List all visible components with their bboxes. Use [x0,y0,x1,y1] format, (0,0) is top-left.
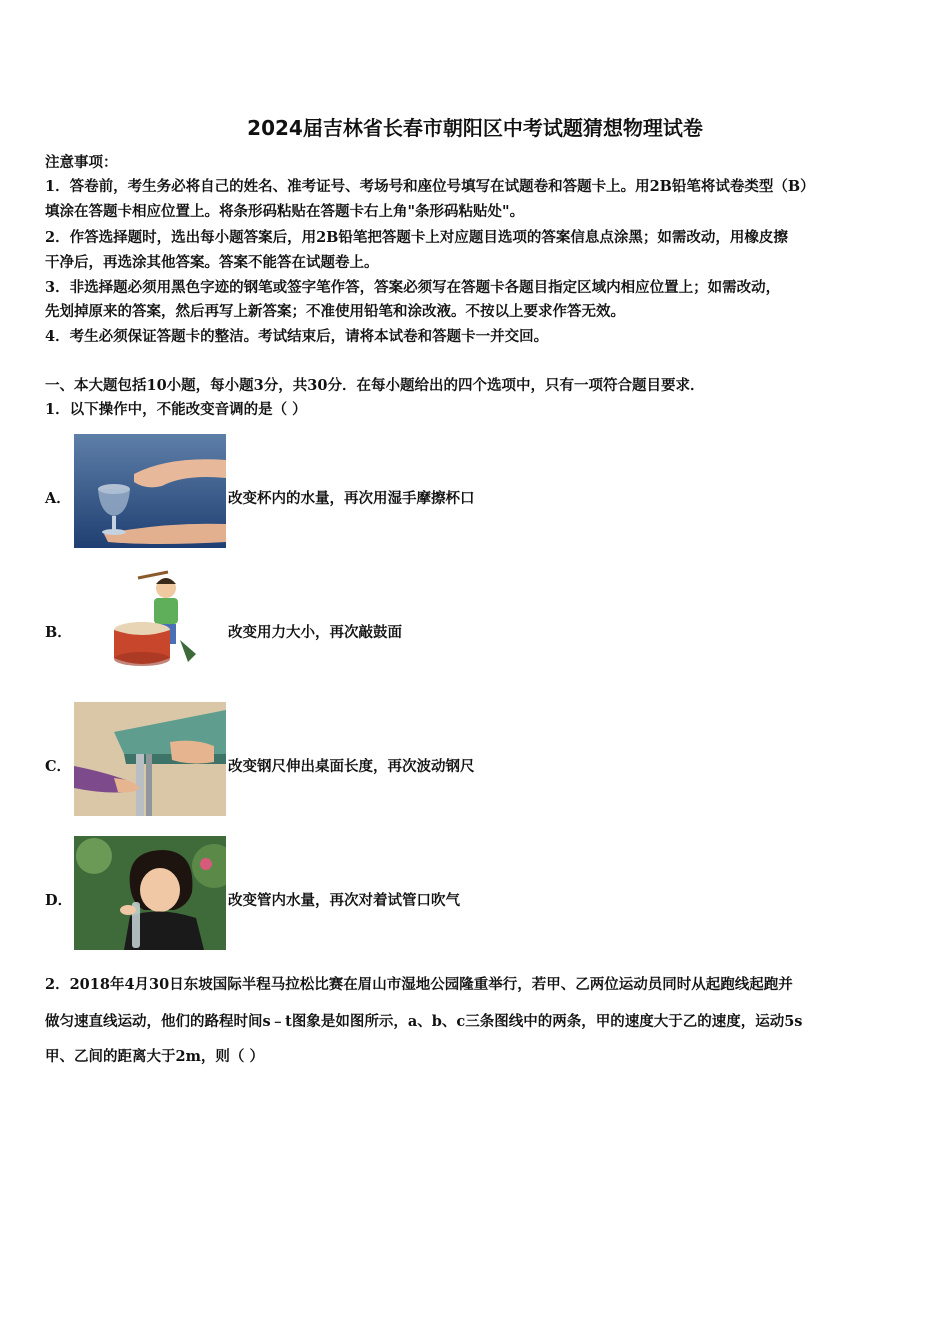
wine-glass-photo [74,434,226,548]
question-1-stem: 1．以下操作中，不能改变音调的是（ ） [45,401,307,418]
notice-line: 填涂在答题卡相应位置上。将条形码粘贴在答题卡右上角"条形码粘贴处"。 [45,203,525,220]
option-a-letter: A． [45,490,71,507]
notice-line: 4．考生必须保证答题卡的整洁。考试结束后，请将本试卷和答题卡一并交回。 [45,328,549,345]
drum-boy-illustration [110,570,202,674]
steel-ruler-photo [74,702,226,816]
notice-heading: 注意事项： [45,154,118,171]
question-2-line: 甲、乙间的距离大于2m，则（ ） [45,1048,264,1065]
option-a-text: 改变杯内的水量，再次用湿手摩擦杯口 [228,490,475,507]
option-c-letter: C． [45,758,72,775]
option-d-letter: D． [45,892,73,909]
notice-line: 先划掉原来的答案，然后再写上新答案；不准使用铅笔和涂改液。不按以上要求作答无效。 [45,303,625,320]
option-b-text: 改变用力大小，再次敲鼓面 [228,624,402,641]
notice-line: 3．非选择题必须用黑色字迹的钢笔或签字笔作答，答案必须写在答题卡各题目指定区域内相应位置上；如需改动， [45,279,781,296]
option-c-text: 改变钢尺伸出桌面长度，再次波动钢尺 [228,758,475,775]
notice-line: 1．答卷前，考生务必将自己的姓名、准考证号、考场号和座位号填写在试题卷和答题卡上。用2B铅笔将试卷类型（B） [45,178,815,195]
option-d-text: 改变管内水量，再次对着试管口吹气 [228,892,460,909]
girl-blowing-tube-photo [74,836,226,950]
notice-line: 2．作答选择题时，选出每小题答案后，用2B铅笔把答题卡上对应题目选项的答案信息点涂黑；如需改动，用橡皮擦 [45,229,788,246]
page-title: 2024届吉林省长春市朝阳区中考试题猜想物理试卷 [247,116,703,140]
question-2-line: 做匀速直线运动，他们的路程时间s﹣t图象是如图所示，a、b、c三条图线中的两条，甲的速度大于乙的速度，运动5s [45,1013,803,1030]
section-heading: 一、本大题包括10小题，每小题3分，共30分．在每小题给出的四个选项中，只有一项符合题目要求． [45,377,705,394]
question-2-line: 2．2018年4月30日东坡国际半程马拉松比赛在眉山市湿地公园隆重举行，若甲、乙两位运动员同时从起跑线起跑并 [45,976,793,993]
notice-line: 干净后，再选涂其他答案。答案不能答在试题卷上。 [45,254,379,271]
option-b-letter: B． [45,624,72,641]
